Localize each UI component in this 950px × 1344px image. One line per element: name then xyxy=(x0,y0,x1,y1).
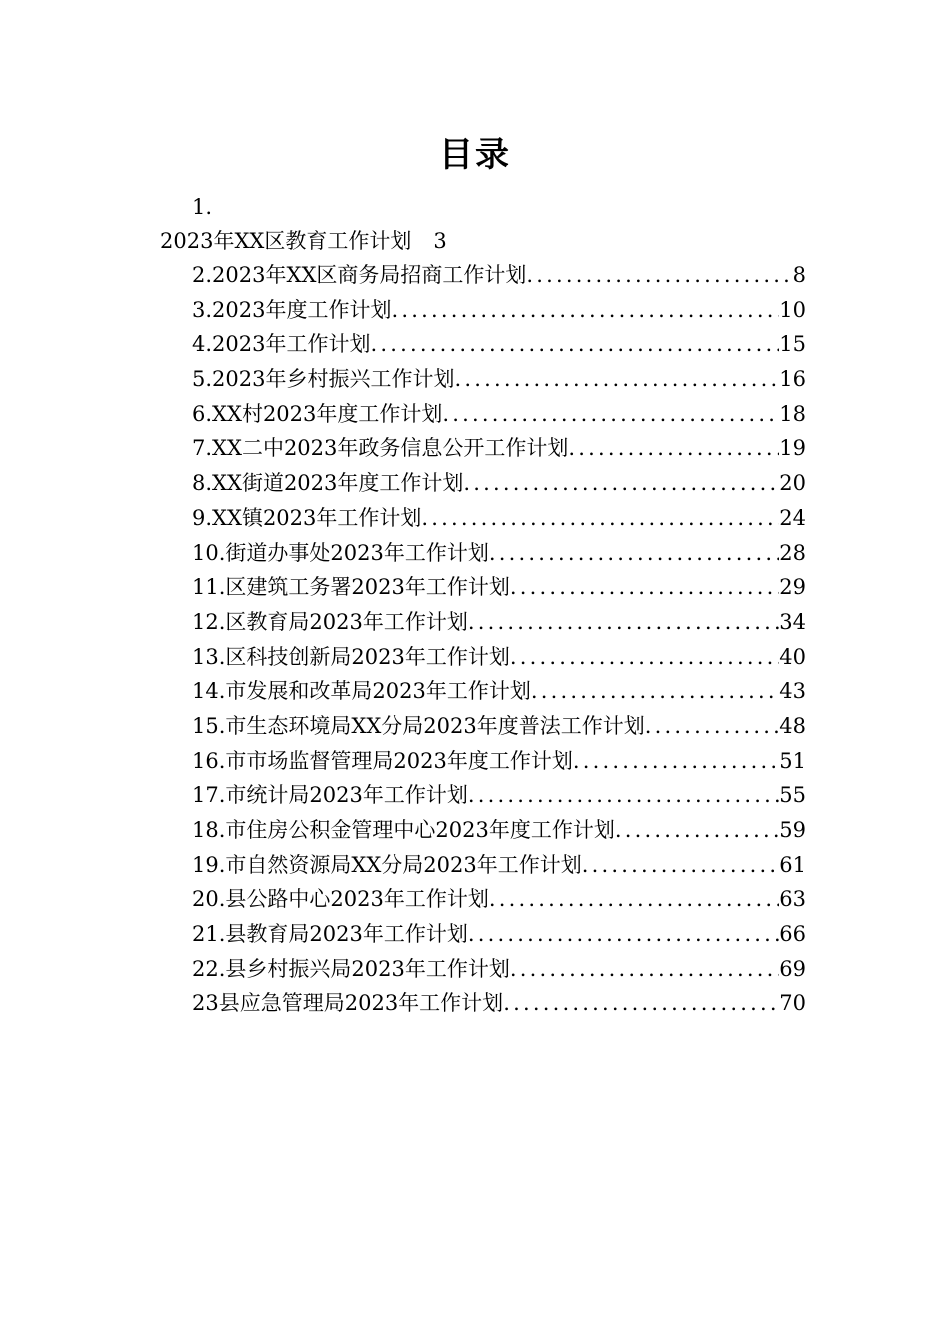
dot-leader xyxy=(463,466,779,501)
toc-entry-number: 17. xyxy=(192,783,226,808)
dot-leader xyxy=(421,501,779,536)
toc-entry[interactable] xyxy=(192,882,806,917)
toc-entry-page: 66 xyxy=(779,922,806,947)
toc-entry-title: 2023年工作计划 xyxy=(212,332,371,357)
toc-entry-number: 22. xyxy=(192,956,226,981)
toc-entry[interactable] xyxy=(192,917,806,952)
toc-entry-number: 5. xyxy=(192,367,213,392)
dot-leader xyxy=(510,570,779,605)
toc-entry-title: 2023年度工作计划 xyxy=(212,297,392,322)
toc-entry-number: 18. xyxy=(192,818,226,842)
toc-entry-page: 55 xyxy=(779,783,806,808)
toc-entry-number: 19. xyxy=(192,852,226,877)
toc-entry[interactable] xyxy=(192,709,806,744)
toc-entry[interactable] xyxy=(192,258,806,293)
toc-entry-title: 2023年XX区商务局招商工作计划 xyxy=(212,263,527,287)
dot-leader xyxy=(468,778,779,813)
toc-entry[interactable] xyxy=(192,986,806,1021)
dot-leader xyxy=(442,397,779,432)
toc-entry-number: 12. xyxy=(192,609,226,634)
toc-entry-title: 县应急管理局2023年工作计划 xyxy=(218,991,504,1016)
table-of-contents xyxy=(192,258,806,1021)
toc-entry-1[interactable] xyxy=(160,226,447,256)
dot-leader xyxy=(489,536,779,571)
toc-entry-title: 市统计局2023年工作计划 xyxy=(225,783,468,808)
dot-leader xyxy=(582,848,780,883)
toc-entry-number: 15. xyxy=(192,713,226,738)
page-title: 目录 xyxy=(439,135,511,175)
toc-entry-page: 59 xyxy=(779,818,806,842)
toc-entry-page: 48 xyxy=(779,713,806,738)
toc-entry[interactable] xyxy=(192,640,806,675)
toc-entry[interactable] xyxy=(192,293,806,328)
toc-entry-title: XX二中2023年政务信息公开工作计划 xyxy=(212,436,569,461)
toc-entry-title: 区建筑工务署2023年工作计划 xyxy=(225,575,510,600)
toc-entry-page: 24 xyxy=(779,505,806,530)
toc-entry-number: 2. xyxy=(192,263,213,287)
toc-entry-title: 区科技创新局2023年工作计划 xyxy=(225,644,510,669)
toc-entry-number: 7. xyxy=(192,436,213,461)
dot-leader xyxy=(573,744,779,779)
toc-entry-number: 20. xyxy=(192,887,226,912)
toc-entry-number: 3. xyxy=(192,297,213,322)
toc-entry-number: 21. xyxy=(192,922,226,947)
toc-entry-page: 40 xyxy=(779,644,806,669)
dot-leader xyxy=(510,640,779,675)
toc-entry[interactable] xyxy=(192,431,806,466)
dot-leader xyxy=(526,258,792,293)
toc-entry-number: 11. xyxy=(192,575,226,600)
toc-entry-number: 14. xyxy=(192,679,226,704)
toc-entry-number: 6. xyxy=(192,401,213,426)
dot-leader xyxy=(510,952,779,987)
toc-entry-title: 市市场监督管理局2023年度工作计划 xyxy=(225,748,573,773)
toc-entry-title: 市自然资源局XX分局2023年工作计划 xyxy=(225,852,582,877)
toc-entry-page: 28 xyxy=(779,540,806,565)
toc-entry-number: 9. xyxy=(192,505,213,530)
toc-entry[interactable] xyxy=(192,813,806,848)
toc-entry-title: 2023年乡村振兴工作计划 xyxy=(212,367,455,392)
toc-entry-page: 16 xyxy=(779,367,806,392)
toc-entry-page: 43 xyxy=(779,679,806,704)
dot-leader xyxy=(371,327,780,362)
toc-entry-page: 69 xyxy=(779,956,806,981)
toc-entry-number: 16. xyxy=(192,748,226,773)
toc-entry[interactable] xyxy=(192,570,806,605)
toc-entry-page: 20 xyxy=(779,471,806,496)
toc-entry[interactable] xyxy=(192,362,806,397)
toc-entry-page: 8 xyxy=(792,263,806,287)
dot-leader xyxy=(468,917,779,952)
toc-entry-number: 4. xyxy=(192,332,213,357)
toc-entry-number: 23 xyxy=(192,991,219,1016)
toc-entry-page: 29 xyxy=(779,575,806,600)
toc-entry-page: 15 xyxy=(779,332,806,357)
toc-entry[interactable] xyxy=(192,397,806,432)
toc-entry-page: 70 xyxy=(779,991,806,1016)
dot-leader xyxy=(392,293,780,328)
dot-leader xyxy=(455,362,780,397)
toc-entry-page: 63 xyxy=(779,887,806,912)
toc-entry-title: XX街道2023年度工作计划 xyxy=(212,471,464,496)
toc-entry-title: 县公路中心2023年工作计划 xyxy=(225,887,489,912)
toc-entry-page: 51 xyxy=(779,748,806,773)
toc-entry-page: 3 xyxy=(433,229,447,253)
dot-leader xyxy=(645,709,780,744)
dot-leader xyxy=(615,813,779,848)
toc-entry[interactable] xyxy=(192,605,806,640)
toc-entry-title: 2023年XX区教育工作计划 xyxy=(160,229,412,253)
toc-entry-1-number: 1. xyxy=(192,195,213,219)
toc-entry[interactable] xyxy=(192,952,806,987)
toc-entry-page: 34 xyxy=(779,609,806,634)
toc-entry-page: 10 xyxy=(779,297,806,322)
toc-entry-number: 13. xyxy=(192,644,226,669)
toc-entry-page: 61 xyxy=(779,852,806,877)
toc-entry[interactable] xyxy=(192,466,806,501)
toc-entry-title: 县教育局2023年工作计划 xyxy=(225,922,468,947)
toc-entry-page: 18 xyxy=(779,401,806,426)
toc-entry[interactable] xyxy=(192,327,806,362)
toc-entry[interactable] xyxy=(192,778,806,813)
toc-entry-title: 区教育局2023年工作计划 xyxy=(225,609,468,634)
toc-entry-title: 市住房公积金管理中心2023年度工作计划 xyxy=(225,818,615,842)
dot-leader xyxy=(503,986,779,1021)
toc-entry-title: 市生态环境局XX分局2023年度普法工作计划 xyxy=(225,713,645,738)
toc-entry-number: 10. xyxy=(192,540,226,565)
toc-entry[interactable] xyxy=(192,848,806,883)
toc-entry[interactable] xyxy=(192,536,806,571)
toc-entry[interactable] xyxy=(192,501,806,536)
dot-leader xyxy=(468,605,779,640)
dot-leader xyxy=(489,882,779,917)
toc-entry-title: XX村2023年度工作计划 xyxy=(212,401,443,426)
toc-entry-title: 县乡村振兴局2023年工作计划 xyxy=(225,956,510,981)
toc-entry[interactable] xyxy=(192,674,806,709)
toc-entry-title: 市发展和改革局2023年工作计划 xyxy=(225,679,531,704)
toc-entry[interactable] xyxy=(192,744,806,779)
toc-entry-title: 街道办事处2023年工作计划 xyxy=(225,540,489,565)
toc-entry-page: 19 xyxy=(779,436,806,461)
dot-leader xyxy=(568,431,779,466)
toc-entry-number: 8. xyxy=(192,471,213,496)
dot-leader xyxy=(531,674,779,709)
toc-entry-title: XX镇2023年工作计划 xyxy=(212,505,422,530)
